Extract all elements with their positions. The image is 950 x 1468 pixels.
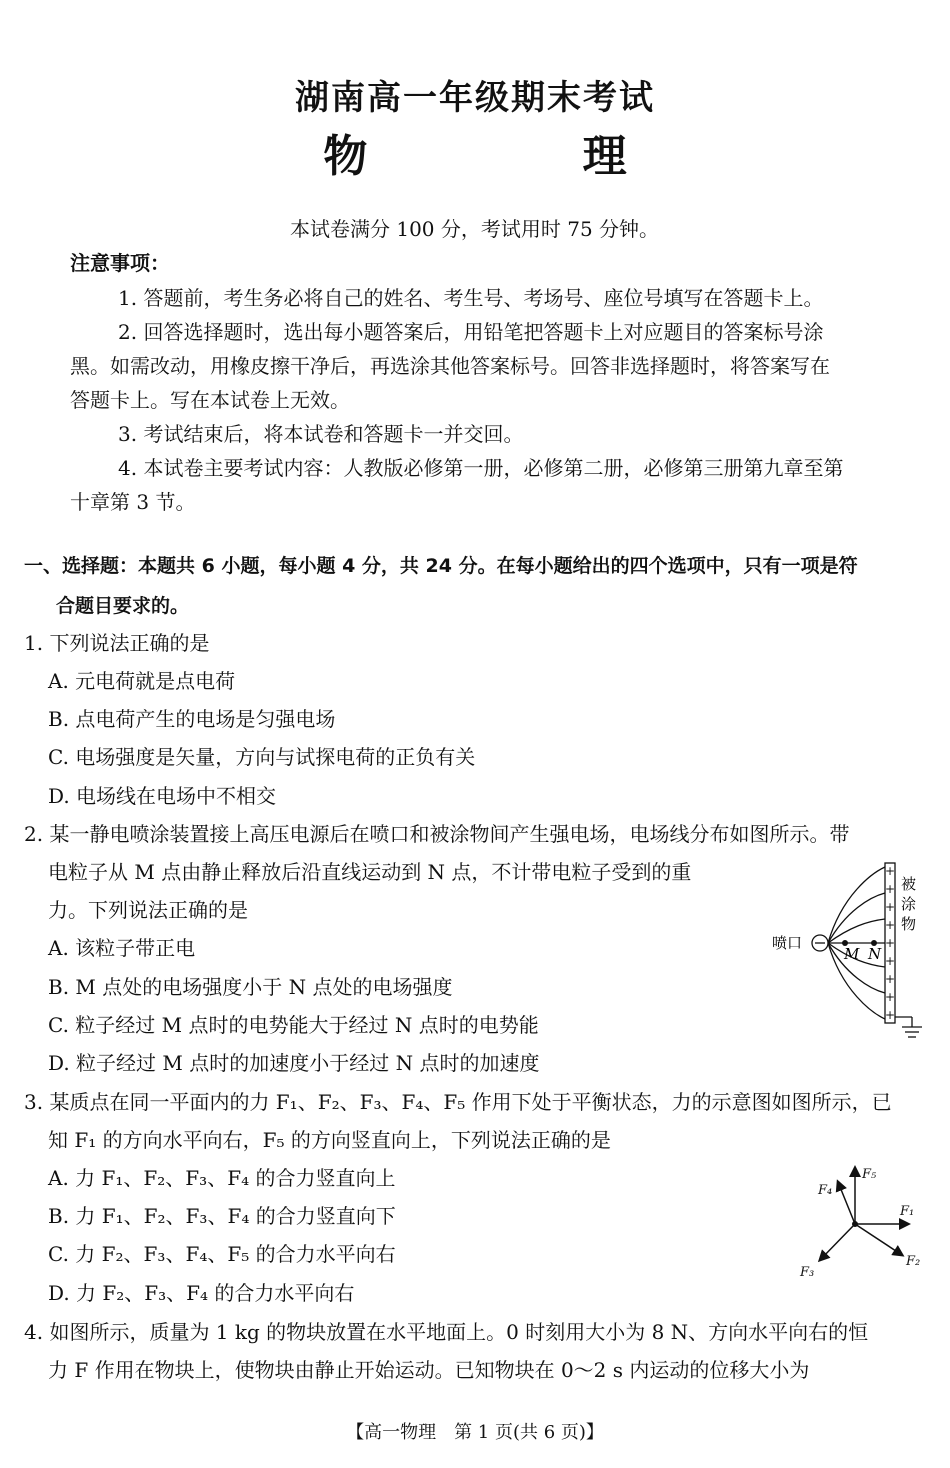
- section-heading-cont: 合题目要求的。: [56, 595, 190, 617]
- page-footer: 【高一物理 第 1 页(共 6 页)】: [346, 1422, 604, 1443]
- note-line: 十章第 3 节。: [70, 490, 196, 514]
- question-1-stem: 1. 下列说法正确的是: [24, 631, 210, 655]
- force-f3-arrow: [820, 1224, 855, 1260]
- note-line: 4. 本试卷主要考试内容：人教版必修第一册，必修第二册，必修第三册第九章至第: [118, 456, 844, 480]
- svg-text:+: +: [884, 972, 896, 986]
- q2-option-b: B. M 点处的电场强度小于 N 点处的电场强度: [48, 975, 453, 999]
- question-3-stem: 3. 某质点在同一平面内的力 F₁、F₂、F₃、F₄、F₅ 作用下处于平衡状态，力的示意图如图所示，已: [24, 1090, 892, 1114]
- target-label: 涂: [901, 895, 917, 913]
- note-line: 黑。如需改动，用橡皮擦干净后，再选涂其他答案标号。回答非选择题时，将答案写在: [70, 354, 830, 378]
- force-diagram-figure: [790, 1160, 930, 1285]
- question-4-stem: 力 F 作用在物块上，使物块由静止开始运动。已知物块在 0～2 s 内运动的位移大小为: [48, 1358, 810, 1382]
- intro-text: 本试卷满分 100 分，考试用时 75 分钟。: [290, 217, 660, 241]
- question-2-stem: 2. 某一静电喷涂装置接上高压电源后在喷口和被涂物间产生强电场，电场线分布如图所示。带: [24, 822, 850, 846]
- svg-text:+: +: [884, 936, 896, 950]
- q2-option-c: C. 粒子经过 M 点时的电势能大于经过 N 点时的电势能: [48, 1013, 539, 1037]
- nozzle-label: 喷口: [772, 934, 803, 952]
- svg-text:+: +: [884, 990, 896, 1004]
- question-4-stem: 4. 如图所示，质量为 1 kg 的物块放置在水平地面上。0 时刻用大小为 8 N、方向水平向右的恒: [24, 1320, 869, 1344]
- q3-option-b: B. 力 F₁、F₂、F₃、F₄ 的合力竖直向下: [48, 1204, 396, 1228]
- q3-option-d: D. 力 F₂、F₃、F₄ 的合力水平向右: [48, 1281, 355, 1305]
- force-f4-arrow: [838, 1182, 855, 1224]
- question-2-stem: 电粒子从 M 点由静止释放后沿直线运动到 N 点，不计带电粒子受到的重: [48, 860, 692, 884]
- q2-option-d: D. 粒子经过 M 点时的加速度小于经过 N 点时的加速度: [48, 1051, 540, 1075]
- f3-label: F₃: [800, 1265, 815, 1280]
- svg-text:+: +: [884, 900, 896, 914]
- svg-text:+: +: [884, 1008, 896, 1022]
- point-n-label: N: [868, 945, 882, 963]
- q1-option-a: A. 元电荷就是点电荷: [48, 669, 236, 693]
- q3-option-a: A. 力 F₁、F₂、F₃、F₄ 的合力竖直向上: [48, 1166, 396, 1190]
- svg-text:+: +: [884, 954, 896, 968]
- particle-point: [852, 1221, 858, 1227]
- question-3-stem: 知 F₁ 的方向水平向右，F₅ 的方向竖直向上，下列说法正确的是: [48, 1128, 611, 1152]
- f2-label: F₂: [906, 1254, 921, 1269]
- section-heading: 一、选择题：本题共 6 小题，每小题 4 分，共 24 分。在每小题给出的四个选项中，只有一项是符: [24, 555, 858, 577]
- exam-title: 湖南高一年级期末考试: [295, 78, 655, 118]
- ground-icon: [895, 1017, 922, 1037]
- svg-text:+: +: [884, 864, 896, 878]
- q1-option-b: B. 点电荷产生的电场是匀强电场: [48, 707, 336, 731]
- subject-title: 物 理: [323, 131, 727, 182]
- target-label: 被: [901, 875, 917, 893]
- f4-label: F₄: [818, 1183, 833, 1198]
- question-2-stem: 力。下列说法正确的是: [48, 898, 248, 922]
- force-f2-arrow: [855, 1224, 902, 1255]
- note-line: 1. 答题前，考生务必将自己的姓名、考生号、考场号、座位号填写在答题卡上。: [118, 286, 824, 310]
- q3-option-c: C. 力 F₂、F₃、F₄、F₅ 的合力水平向右: [48, 1242, 396, 1266]
- note-line: 2. 回答选择题时，选出每小题答案后，用铅笔把答题卡上对应题目的答案标号涂: [118, 320, 824, 344]
- q2-option-a: A. 该粒子带正电: [48, 936, 196, 960]
- svg-text:+: +: [884, 882, 896, 896]
- spray-field-figure: [760, 855, 935, 1045]
- point-m-label: M: [844, 945, 860, 963]
- svg-text:+: +: [884, 918, 896, 932]
- target-label: 物: [901, 915, 917, 933]
- note-line: 3. 考试结束后，将本试卷和答题卡一并交回。: [118, 422, 524, 446]
- note-line: 答题卡上。写在本试卷上无效。: [70, 388, 350, 412]
- q1-option-c: C. 电场强度是矢量，方向与试探电荷的正负有关: [48, 745, 476, 769]
- notes-heading: 注意事项：: [70, 251, 170, 275]
- plus-signs: [885, 864, 895, 1022]
- f1-label: F₁: [900, 1204, 915, 1219]
- q1-option-d: D. 电场线在电场中不相交: [48, 784, 277, 808]
- f5-label: F₅: [862, 1167, 877, 1182]
